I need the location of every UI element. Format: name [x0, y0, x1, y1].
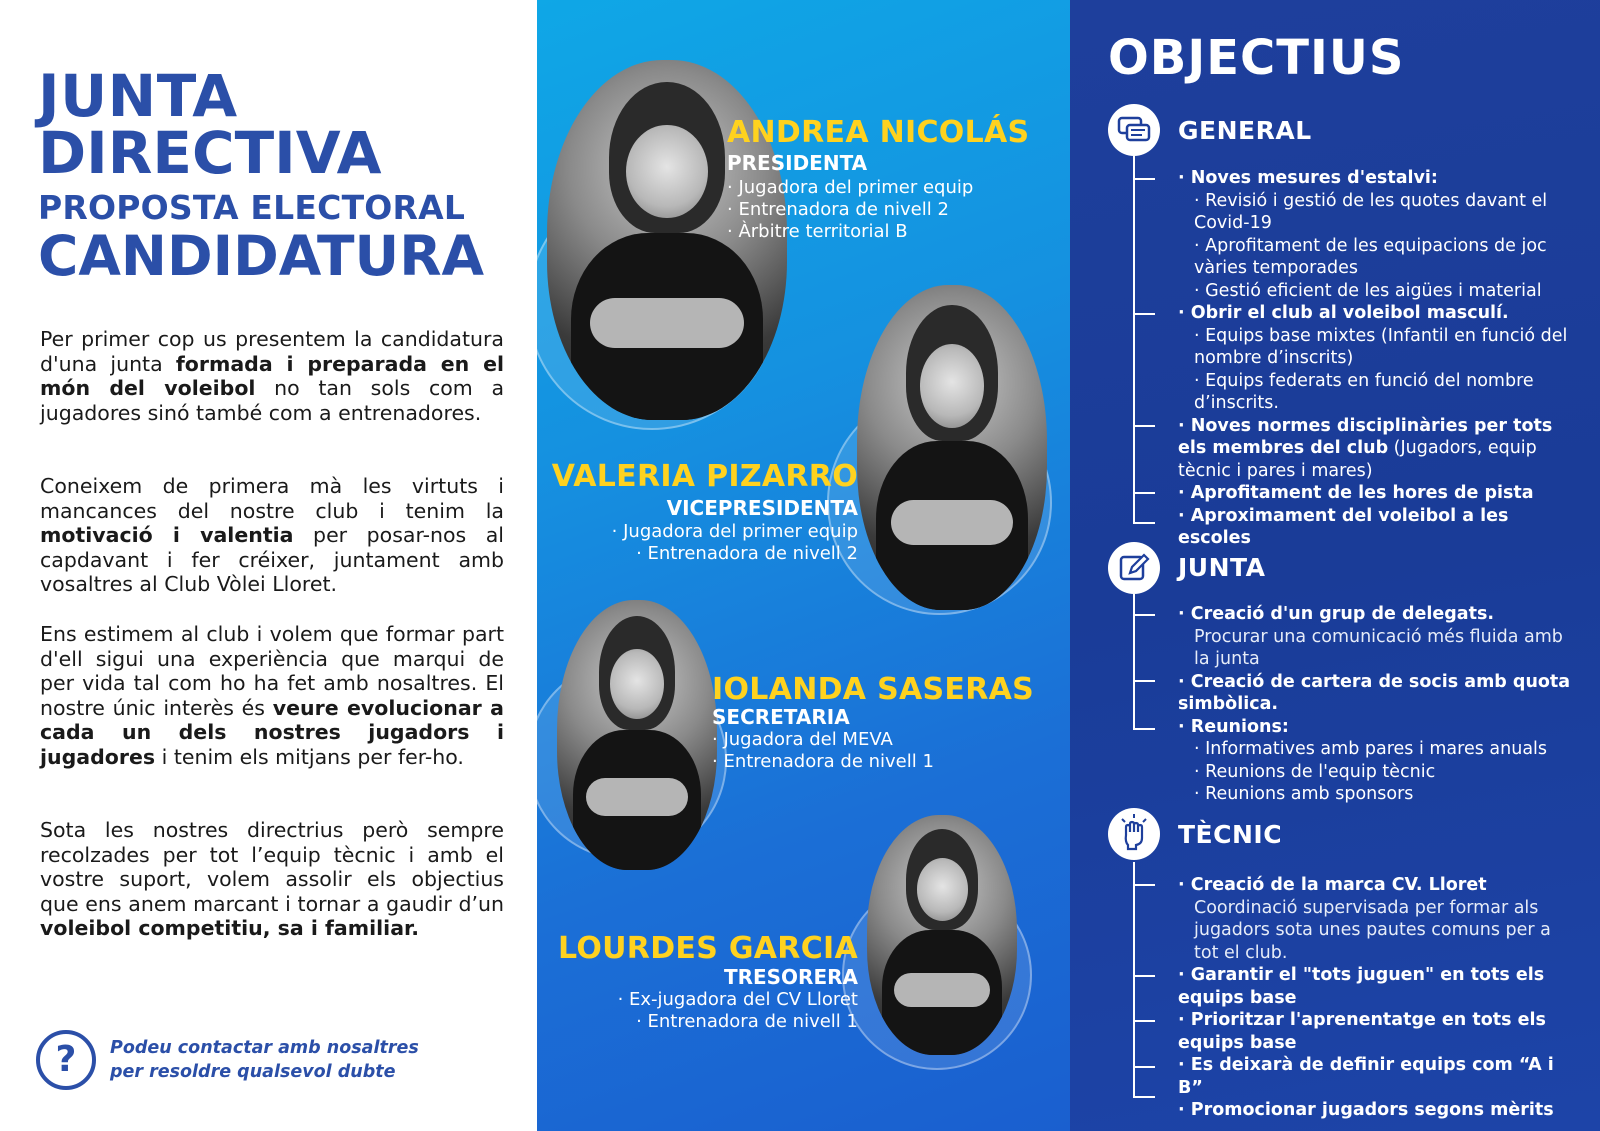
- timeline-tick: [1133, 975, 1155, 977]
- candidate-name-iolanda: IOLANDA SASERAS: [712, 672, 1035, 707]
- list-item: Coordinació supervisada per formar als jugadors sota unes pautes comuns per a tot el club.: [1194, 897, 1551, 963]
- section-title-general: GENERAL: [1178, 116, 1312, 145]
- list-item: · Equips base mixtes (Infantil en funció del nombre d’inscrits): [1194, 325, 1568, 368]
- candidate-name-lourdes: LOURDES GARCIA: [558, 931, 858, 966]
- list-item: · Reunions amb sponsors: [1194, 784, 1414, 804]
- timeline-tick: [1133, 178, 1155, 180]
- objectives-column: [1070, 0, 1600, 1131]
- list-item: · Aprofitament de les hores de pista: [1178, 483, 1534, 503]
- timeline-tick: [1133, 522, 1155, 524]
- contact-note-line-1: Podeu contactar amb nosaltres: [110, 1038, 419, 1058]
- list-item: · Creació de la marca CV. Lloret: [1178, 875, 1487, 895]
- candidate-cred: · Jugadora del MEVA: [712, 729, 893, 750]
- timeline-tick: [1133, 680, 1155, 682]
- list-item: · Garantir el "tots juguen" en tots els equips base: [1178, 965, 1545, 1008]
- timeline-tick: [1133, 425, 1155, 427]
- candidate-cred: · Entrenadora de nivell 2: [636, 543, 858, 564]
- list-item: · Promocionar jugadors segons mèrits: [1178, 1100, 1554, 1120]
- candidate-photo-lourdes: [867, 815, 1017, 1055]
- intro-paragraph-4: [40, 818, 504, 941]
- title-directiva: DIRECTIVA: [38, 119, 382, 187]
- raised-fist-icon: [1108, 808, 1160, 860]
- candidate-cred: · Ex-jugadora del CV Lloret: [617, 989, 858, 1010]
- timeline-tick: [1133, 728, 1155, 730]
- list-item: · Aproximament del voleibol a les escoles: [1178, 505, 1509, 548]
- subtitle-proposta: PROPOSTA ELECTORAL: [38, 188, 466, 227]
- chat-bubbles-icon: [1108, 104, 1160, 156]
- candidate-cred: · Entrenadora de nivell 1: [636, 1011, 858, 1032]
- list-item: · Informatives amb pares i mares anuals: [1194, 739, 1548, 759]
- intro-paragraph-3: [40, 622, 504, 769]
- list-item: · Revisió i gestió de les quotes davant el Covid-19: [1194, 190, 1548, 233]
- timeline-tick: [1133, 313, 1155, 315]
- list-item-bold: · Noves normes disciplinàries per tots els membres del club: [1178, 415, 1553, 458]
- left-column: [0, 0, 537, 1131]
- candidate-photo-iolanda: [557, 600, 717, 870]
- list-item: · Noves mesures d'estalvi:: [1178, 168, 1438, 188]
- intro-paragraph-2: [40, 474, 504, 597]
- candidate-role-andrea: PRESIDENTA: [727, 151, 868, 175]
- p4-text-bold: voleibol competitiu, sa i familiar.: [40, 916, 420, 940]
- timeline-tick: [1133, 1020, 1155, 1022]
- p3-text-a: Ens estimem al club i volem que formar part d'ell sigui una experiència que marqui de per vida tal com ho ha fet amb nosaltres. El nostre únic interès és: [40, 622, 504, 720]
- p3-text-c: i tenim els mitjans per fer-ho.: [155, 744, 464, 769]
- p1-text-a: Per primer cop us presentem la candidatura d'una junta: [40, 327, 504, 376]
- list-item-detail: (Jugadors, equip tècnic i pares i mares): [1178, 438, 1537, 481]
- p2-text-bold: motivació i valentia: [40, 523, 294, 547]
- timeline-tick: [1133, 614, 1155, 616]
- timeline-tick: [1133, 492, 1155, 494]
- timeline-line: [1133, 862, 1135, 1098]
- contact-note: [110, 1036, 440, 1084]
- title-candidatura: CANDIDATURA: [38, 224, 485, 288]
- p1-text-c: no tan sols com a jugadores sinó també com a entrenadores.: [40, 376, 505, 425]
- list-item: · Creació d'un grup de delegats.: [1178, 604, 1495, 624]
- timeline-tick: [1133, 1066, 1155, 1068]
- candidate-role-valeria: VICEPRESIDENTA: [666, 496, 858, 520]
- candidate-cred: · Jugadora del primer equip: [611, 521, 858, 542]
- candidate-name-andrea: ANDREA NICOLÁS: [727, 115, 1030, 150]
- list-item: · Gestió eficient de les aigües i material: [1194, 280, 1542, 301]
- timeline-line: [1133, 156, 1135, 524]
- candidate-photo-valeria: [857, 285, 1047, 610]
- p2-text-c: per posar-nos al capdavant i fer créixer, juntament amb vosaltres al Club Vòlei Lloret.: [40, 523, 504, 596]
- general-list: [1178, 167, 1578, 550]
- list-item: · Reunions:: [1178, 716, 1289, 737]
- section-title-tecnic: TÈCNIC: [1178, 820, 1283, 849]
- list-item: · Equips federats en funció del nombre d’inscrits.: [1194, 370, 1534, 413]
- list-item: Procurar una comunicació més fluida amb la junta: [1194, 626, 1563, 669]
- p2-text-a: Coneixem de primera mà les virtuts i mancances del nostre club i tenim la: [40, 474, 504, 523]
- candidate-cred: · Àrbitre territorial B: [727, 221, 908, 242]
- tecnic-list: [1178, 874, 1578, 1122]
- list-item: · Reunions de l'equip tècnic: [1194, 761, 1436, 782]
- p4-text-a: Sota les nostres directrius però sempre recolzades per tot l’equip tècnic i amb el vostre suport, volem assolir els objectius que ens anem marcant i tornar a gaudir d’un: [40, 818, 504, 916]
- list-item: · Es deixarà de definir equips com “A i B”: [1178, 1055, 1554, 1098]
- candidate-name-valeria: VALERIA PIZARRO: [551, 459, 858, 494]
- contact-note-line-2: per resoldre qualsevol dubte: [110, 1062, 396, 1082]
- junta-list: [1178, 603, 1578, 806]
- title-junta: JUNTA: [38, 62, 238, 130]
- list-item: · Prioritzar l'aprenentatge en tots els equips base: [1178, 1010, 1546, 1053]
- candidate-role-iolanda: SECRETARIA: [712, 705, 850, 729]
- timeline-tick: [1133, 884, 1155, 886]
- objectives-title: OBJECTIUS: [1108, 30, 1405, 86]
- question-mark-icon: ?: [36, 1030, 96, 1090]
- section-title-junta: JUNTA: [1178, 553, 1266, 582]
- list-item: · Obrir el club al voleibol masculí.: [1178, 303, 1509, 323]
- candidate-role-lourdes: TRESORERA: [723, 965, 858, 989]
- edit-icon: [1108, 542, 1160, 594]
- candidate-cred: · Entrenadora de nivell 1: [712, 751, 934, 772]
- list-item: · Aprofitament de les equipacions de joc vàries temporades: [1194, 235, 1547, 278]
- p3-text-bold: veure evolucionar a cada un dels nostres jugadors i jugadores: [40, 695, 504, 769]
- timeline-tick: [1133, 1096, 1155, 1098]
- candidates-column: [537, 0, 1070, 1131]
- list-item: [1178, 415, 1578, 483]
- candidate-cred: · Entrenadora de nivell 2: [727, 199, 949, 220]
- intro-paragraph-1: [40, 327, 504, 425]
- p1-text-bold: formada i preparada en el món del voleibol: [40, 351, 505, 400]
- list-item: · Creació de cartera de socis amb quota simbòlica.: [1178, 671, 1571, 714]
- candidate-cred: · Jugadora del primer equip: [727, 177, 974, 198]
